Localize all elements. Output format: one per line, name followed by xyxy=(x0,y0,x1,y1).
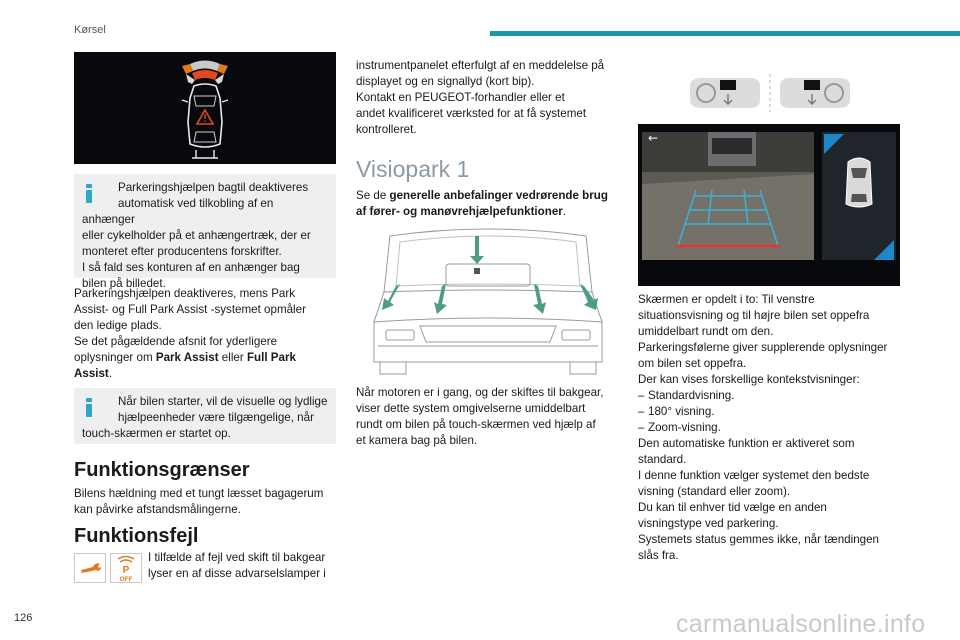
info-box-startup xyxy=(74,388,336,444)
heading-funktionsfejl: Funktionsfejl xyxy=(74,525,199,547)
text-line: Se det pågældende afsnit for yderligere xyxy=(74,335,278,348)
dashboard-right-icon xyxy=(780,78,850,108)
info-line: monteret efter producentens forskrifter. xyxy=(82,245,282,258)
info-line: Parkeringshjælpen bagtil deaktiveres xyxy=(118,181,309,194)
text-line xyxy=(74,350,340,366)
assist-ref: Assist xyxy=(74,367,109,380)
info-line: eller cykelholder på et anhængertræk, der er xyxy=(82,229,311,242)
steering-wheel-diagrams xyxy=(688,72,852,114)
rear-parking-sensor-icon xyxy=(74,52,336,164)
text-line: Kontakt en PEUGEOT-forhandler eller et xyxy=(356,91,565,104)
text-line xyxy=(74,366,340,382)
info-box-trailer xyxy=(74,174,336,290)
text-line: Parkeringshjælpen deaktiveres, mens Park xyxy=(74,287,296,300)
p-label: P xyxy=(122,565,130,576)
text-span: . xyxy=(108,367,113,380)
car-rear-camera-illustration xyxy=(360,222,616,378)
text-line: Den automatiske funktion er aktiveret som xyxy=(638,437,855,450)
text-line: et kamera bag på bilen. xyxy=(356,434,478,447)
back-arrow-icon: ← xyxy=(648,131,659,145)
text-line: Systemets status gemmes ikke, når tændingen xyxy=(638,533,880,546)
see-recommendations-paragraph xyxy=(356,188,628,220)
text-line: visningstype ved parkering. xyxy=(638,517,779,530)
dashboard-left-icon xyxy=(690,78,760,108)
park-assist-paragraph xyxy=(74,286,340,382)
text-line xyxy=(356,188,628,204)
heading-funktionsgraenser: Funktionsgrænser xyxy=(74,459,250,481)
info-icon xyxy=(86,184,92,204)
text-line: I tilfælde af fejl ved skift til bakgear xyxy=(148,551,326,564)
parking-off-warning-icon xyxy=(110,553,142,583)
text-span: eller xyxy=(218,351,247,364)
text-line: I denne funktion vælger systemet den bedste xyxy=(638,469,870,482)
list-item: – Zoom-visning. xyxy=(638,420,908,436)
text-line xyxy=(356,204,628,220)
text-line: andet kvalificeret værksted for at få systemet xyxy=(356,107,587,120)
text-line: displayet og en signallyd (kort bip). xyxy=(356,75,535,88)
text-line: kan påvirke afstandsmålingerne. xyxy=(74,503,241,516)
info-line: Når bilen starter, vil de visuelle og lydlige xyxy=(118,395,328,408)
text-line: umiddelbart rundt om den. xyxy=(638,325,774,338)
text-line: instrumentpanelet efterfulgt af en meddelelse på xyxy=(356,59,605,72)
page-number: 126 xyxy=(14,612,33,624)
camera-display-screen xyxy=(638,124,900,286)
text-line: om bilen set oppefra. xyxy=(638,357,747,370)
text-line: slås fra. xyxy=(638,549,679,562)
info-line: bilen på billedet. xyxy=(82,277,166,290)
recommendations-ref: af fører- og manøvrehjælpefunktioner xyxy=(356,205,563,218)
text-span: Se de xyxy=(356,189,390,202)
list-item: – Standardvisning. xyxy=(638,388,908,404)
recommendations-ref: generelle anbefalinger vedrørende brug xyxy=(389,189,608,202)
info-line: automatisk ved tilkobling af en anhænger xyxy=(82,197,274,226)
heading-visiopark: Visiopark 1 xyxy=(356,156,470,182)
text-line: visning (standard eller zoom). xyxy=(638,485,791,498)
off-label: OFF xyxy=(119,576,133,582)
watermark: carmanualsonline.info xyxy=(676,610,926,638)
text-line: lyser en af disse advarselslamper i xyxy=(148,567,326,580)
info-line: I så fald ses konturen af en anhænger bag xyxy=(82,261,300,274)
text-line: Du kan til enhver tid vælge en anden xyxy=(638,501,827,514)
fault-paragraph xyxy=(148,550,340,582)
contact-paragraph xyxy=(356,58,626,138)
park-assist-ref: Park Assist xyxy=(155,351,219,364)
text-line: kontrolleret. xyxy=(356,123,417,136)
list-item: – 180° visning. xyxy=(638,404,908,420)
screen-description-paragraph xyxy=(638,292,908,564)
parking-sensor-illustration xyxy=(74,52,336,164)
info-line: hjælpeenheder være tilgængelige, når xyxy=(118,411,314,424)
limits-paragraph xyxy=(74,486,340,518)
text-line: Assist- og Full Park Assist -systemet opmåler xyxy=(74,303,306,316)
header-accent-rule xyxy=(490,31,960,36)
text-span: . xyxy=(562,205,567,218)
text-line: Der kan vises forskellige kontekstvisninger: xyxy=(638,373,860,386)
wrench-icon xyxy=(75,554,105,582)
section-name: Kørsel xyxy=(74,24,106,36)
text-span: oplysninger om xyxy=(74,351,156,364)
text-line: standard. xyxy=(638,453,687,466)
text-line: Skærmen er opdelt i to: Til venstre xyxy=(638,293,815,306)
text-line: Parkeringsfølerne giver supplerende oplysninger xyxy=(638,341,888,354)
info-icon xyxy=(86,398,92,418)
text-line: situationsvisning og til højre bilen set oppefra xyxy=(638,309,870,322)
text-line: viser dette system omgivelserne umiddelbart xyxy=(356,402,586,415)
text-line: Når motoren er i gang, og der skiftes til bakgear, xyxy=(356,386,604,399)
info-line: touch-skærmen er startet op. xyxy=(82,427,231,440)
parking-sensor-off-icon xyxy=(111,554,141,582)
wrench-warning-icon xyxy=(74,553,106,583)
text-line: Bilens hældning med et tungt læsset bagagerum xyxy=(74,487,324,500)
full-park-ref: Full Park xyxy=(246,351,296,364)
text-line: den ledige plads. xyxy=(74,319,162,332)
text-line: rundt om bilen på touch-skærmen ved hjælp af xyxy=(356,418,596,431)
reverse-camera-paragraph xyxy=(356,385,632,449)
